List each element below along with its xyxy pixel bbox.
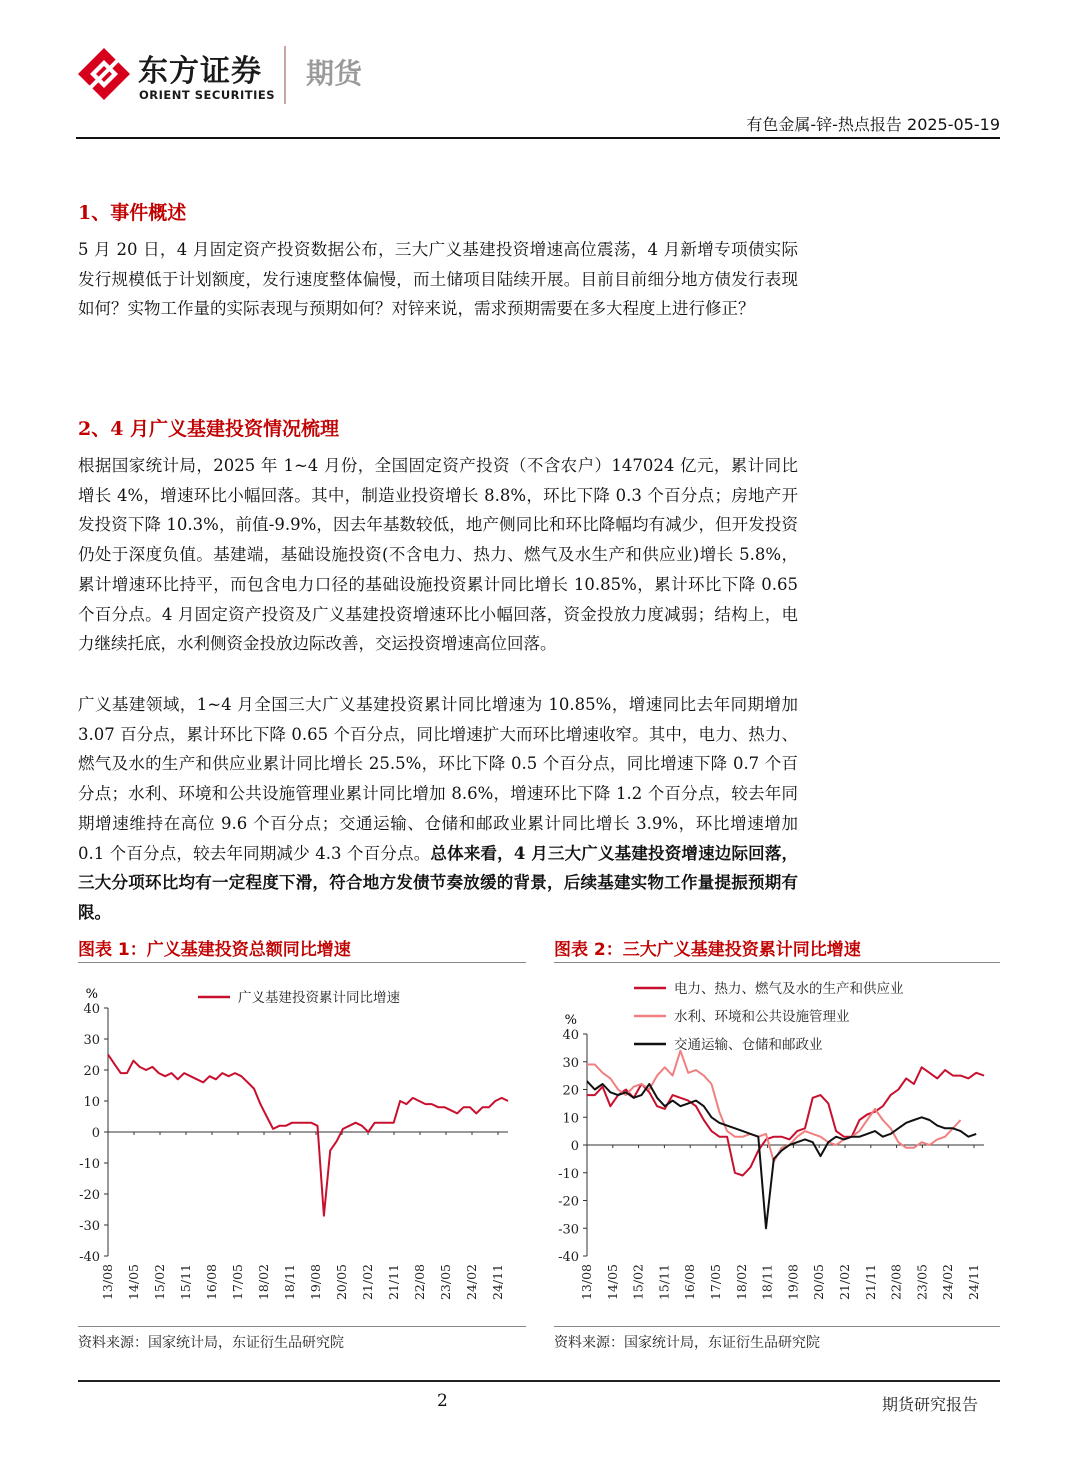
section2-paragraph2	[78, 690, 798, 928]
x-tick-label: 20/05	[334, 1264, 349, 1301]
figure1-title: 图表 1：广义基建投资总额同比增速	[78, 940, 351, 960]
figure2-chart	[554, 966, 1000, 1322]
x-tick-label: 24/11	[490, 1264, 505, 1301]
figure1-bottom-rule	[78, 1326, 526, 1327]
series-line-1	[587, 1067, 984, 1175]
x-tick-label: 19/08	[308, 1264, 323, 1301]
series-line-1	[108, 1055, 508, 1216]
footer-label: 期货研究报告	[881, 1395, 978, 1414]
figure2-source: 资料来源：国家统计局，东证衍生品研究院	[554, 1335, 820, 1351]
y-tick-label: 20	[562, 1083, 579, 1099]
y-tick-label: -20	[79, 1188, 100, 1203]
x-tick-label: 18/02	[733, 1264, 749, 1301]
footer-rule	[78, 1380, 1000, 1382]
x-tick-label: 23/05	[914, 1264, 930, 1301]
x-tick-label: 18/11	[759, 1264, 775, 1301]
y-tick-label: 40	[83, 1002, 100, 1017]
header-divider	[284, 46, 286, 104]
figure1-source: 资料来源：国家统计局，东证衍生品研究院	[78, 1335, 344, 1351]
legend-label: 电力、热力、燃气及水的生产和供应业	[674, 981, 904, 997]
x-tick-label: 22/08	[412, 1264, 427, 1301]
legend-label: 水利、环境和公共设施管理业	[674, 1009, 850, 1025]
series-line-3	[587, 1081, 976, 1228]
paragraph2-text: 广义基建领域，1~4 月全国三大广义基建投资累计同比增速为 10.85%，增速同比去年同期增加 3.07 百分点，累计环比下降 0.65 个百分点，同比增速扩大而环比增速收窄。其中，电力、热力、燃气及水的生产和供应业累计同比增长 25.5%，环比下降 0.5 个百分点，同比增速下降 0.7 个百分点；水利、环境和公共设施管理业累计同比增加 8.6%，增速环比下降 1.2 个百分点，较去年同期增速维持在高位 9.6 个百分点；交通运输、仓储和邮政业累计同比增长 3.9%，环比增速增加 0.1 个百分点，较去年同期减少 4.3 个百分点。	[78, 695, 798, 863]
figure2-title: 图表 2：三大广义基建投资累计同比增速	[554, 940, 861, 960]
section2-paragraph1: 根据国家统计局，2025 年 1~4 月份，全国固定资产投资（不含农户）147024 亿元，累计同比增长 4%，增速环比小幅回落。其中，制造业投资增长 8.8%，环比下降 0.3 个百分点；房地产开发投资下降 10.3%，前值-9.9%，因去年基数较低，地产侧同比和环比降幅均有减少，但开发投资仍处于深度负值。基建端，基础设施投资(不含电力、热力、燃气及水生产和供应业)增长 5.8%，累计增速环比持平，而包含电力口径的基础设施投资累计同比增长 10.85%，累计环比下降 0.65 个百分点。4 月固定资产投资及广义基建投资增速环比小幅回落，资金投放力度减弱；结构上，电力继续托底，水利侧资金投放边际改善，交运投资增速高位回落。	[78, 456, 798, 654]
paragraph2-conclusion: 总体来看，4 月三大广义基建投资增速边际回落，三大分项环比均有一定程度下滑，符合地方发债节奏放缓的背景，后续基建实物工作量提振预期有限。	[78, 843, 798, 922]
x-tick-label: 21/02	[837, 1264, 852, 1301]
x-tick-label: 16/08	[204, 1264, 219, 1301]
x-tick-label: 21/02	[360, 1264, 375, 1301]
x-tick-label: 15/11	[656, 1264, 672, 1301]
legend-label: 交通运输、仓储和邮政业	[674, 1037, 823, 1053]
legend-label: 广义基建投资累计同比增速	[238, 990, 400, 1006]
x-tick-label: 16/08	[682, 1264, 698, 1301]
y-tick-label: -20	[558, 1194, 579, 1210]
x-tick-label: 15/02	[152, 1264, 167, 1301]
y-tick-label: 20	[83, 1064, 100, 1079]
x-tick-label: 21/11	[862, 1264, 878, 1301]
x-tick-label: 18/11	[282, 1264, 297, 1301]
y-tick-label: -40	[558, 1250, 579, 1265]
x-tick-label: 15/11	[178, 1264, 193, 1301]
x-tick-label: 17/05	[230, 1264, 245, 1301]
header-rule	[76, 137, 1000, 139]
x-tick-label: 13/08	[579, 1264, 594, 1301]
x-tick-label: 18/02	[256, 1264, 271, 1301]
report-title: 有色金属-锌-热点报告 2025-05-19	[746, 115, 1000, 134]
figure2-bottom-rule	[554, 1326, 1000, 1327]
y-tick-label: 10	[562, 1111, 579, 1127]
y-tick-label: -10	[79, 1157, 100, 1172]
y-tick-label: -30	[558, 1222, 579, 1238]
page-header	[76, 40, 1000, 140]
x-tick-label: 14/05	[126, 1264, 141, 1301]
x-tick-label: 20/05	[811, 1264, 827, 1301]
brand-name-en: ORIENT SECURITIES	[139, 88, 276, 102]
x-tick-label: 22/08	[888, 1264, 904, 1301]
x-tick-label: 21/11	[386, 1264, 401, 1301]
y-tick-label: 0	[91, 1126, 100, 1141]
figure1-top-rule	[78, 962, 526, 963]
x-tick-label: 24/02	[940, 1264, 956, 1301]
section1-heading: 1、事件概述	[78, 202, 187, 224]
y-axis-unit: %	[564, 1013, 577, 1028]
division-label: 期货	[306, 57, 363, 90]
y-tick-label: -40	[79, 1250, 100, 1265]
figure2-top-rule	[554, 962, 1000, 963]
x-tick-label: 23/05	[438, 1264, 453, 1301]
y-tick-label: -30	[79, 1219, 100, 1234]
x-tick-label: 13/08	[100, 1264, 115, 1301]
orient-logo-icon	[76, 46, 132, 102]
y-tick-label: 30	[562, 1055, 579, 1071]
section2-heading: 2、4 月广义基建投资情况梳理	[78, 418, 340, 440]
y-tick-label: 10	[83, 1095, 100, 1110]
x-tick-label: 19/08	[785, 1264, 801, 1301]
x-tick-label: 24/11	[966, 1264, 981, 1301]
x-tick-label: 17/05	[708, 1264, 723, 1301]
page-number: 2	[437, 1391, 448, 1411]
figure1-chart	[78, 966, 526, 1322]
y-tick-label: 30	[83, 1033, 100, 1048]
y-tick-label: 0	[570, 1139, 579, 1154]
x-tick-label: 15/02	[630, 1264, 646, 1301]
brand-name-cn: 东方证券	[138, 54, 262, 89]
x-tick-label: 24/02	[464, 1264, 479, 1301]
x-tick-label: 14/05	[604, 1264, 620, 1301]
y-axis-unit: %	[85, 987, 98, 1002]
y-tick-label: 40	[562, 1028, 579, 1043]
section1-paragraph: 5 月 20 日，4 月固定资产投资数据公布，三大广义基建投资增速高位震荡，4 月新增专项债实际发行规模低于计划额度，发行速度整体偏慢，而土储项目陆续开展。目前目前细分地方债发行表现如何？实物工作量的实际表现与预期如何？对锌来说，需求预期需要在多大程度上进行修正？	[78, 240, 798, 319]
y-tick-label: -10	[558, 1166, 579, 1182]
